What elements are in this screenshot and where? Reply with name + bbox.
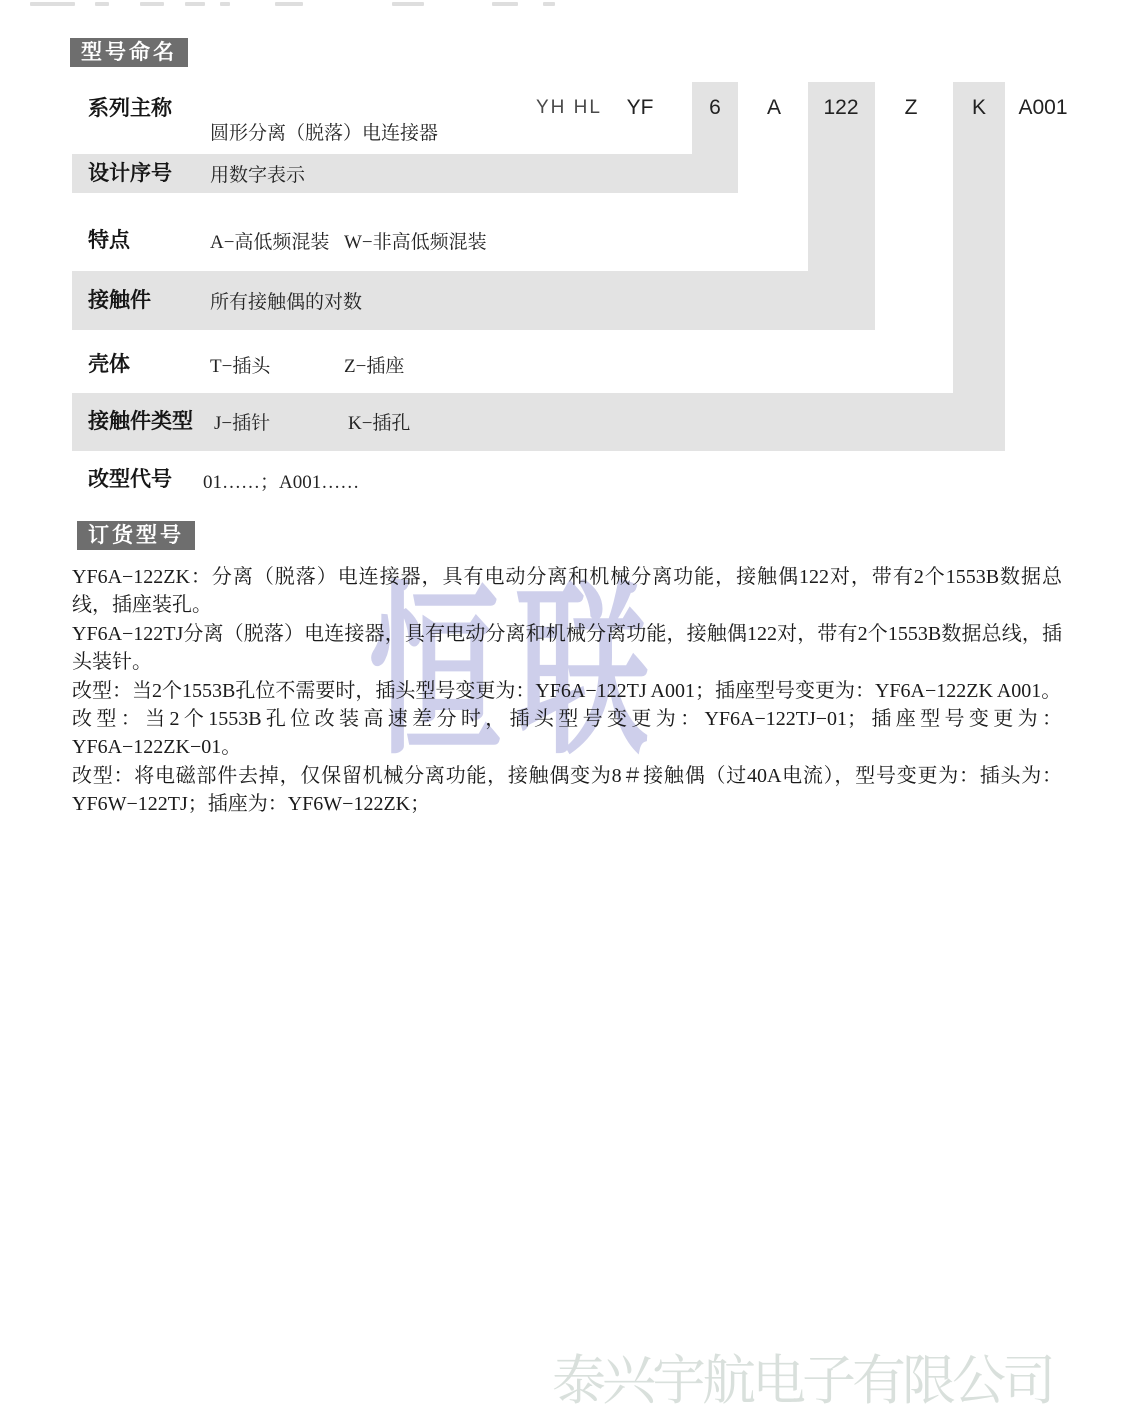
ordering-paragraph: YF6A−122ZK：分离（脱落）电连接器，具有电动分离和机械分离功能，接触偶122对，带有2个1553B数据总线，插座装孔。 (72, 566, 1062, 617)
row-value-shell-z: Z−插座 (344, 356, 405, 377)
ordering-paragraph: 改型：将电磁部件去掉，仅保留机械分离功能，接触偶变为8＃接触偶（过40A电流），型号变更为：插头为：YF6W−122TJ；插座为：YF6W−122ZK； (72, 764, 1062, 816)
model-code-segment-122: 122 (823, 96, 859, 119)
model-code-segment-a001: A001 (1018, 96, 1068, 119)
row-value-design-number: 用数字表示 (210, 165, 306, 186)
row-label-series-name: 系列主称 (88, 97, 172, 120)
model-code-segment-yf: YF (626, 96, 654, 119)
row-value-contact-type-j: J−插针 (214, 413, 271, 434)
row-value-contact-type-k: K−插孔 (348, 413, 411, 434)
footer-company-watermark: 泰兴宇航电子有限公司 (552, 1351, 1052, 1411)
ordering-paragraph: 改型：当2个1553B孔位不需要时，插头型号变更为：YF6A−122TJ A001；插座型号变更为：YF6A−122ZK A001。 (72, 679, 1062, 702)
row-value-feature-w: W−非高低频混装 (344, 232, 487, 253)
row-label-modification-code: 改型代号 (88, 468, 172, 491)
model-code-segment-6: 6 (709, 96, 721, 119)
ordering-description (72, 563, 1062, 819)
row-label-contact-type: 接触件类型 (88, 410, 193, 433)
row-label-shell: 壳体 (88, 353, 130, 376)
row-label-contacts: 接触件 (88, 289, 151, 312)
row-value-modification-code: 01……；A001…… (203, 472, 360, 493)
ordering-paragraph: YF6A−122TJ分离（脱落）电连接器，具有电动分离和机械分离功能，接触偶122对，带有2个1553B数据总线，插头装针。 (72, 622, 1062, 674)
row-bar-contacts (72, 271, 875, 330)
section-title-model-naming: 型号命名 (70, 38, 188, 67)
center-watermark: 恒联 (368, 572, 664, 777)
row-value-shell-t: T−插头 (210, 356, 271, 377)
model-code-segment-z: Z (904, 96, 918, 119)
section-title-ordering-model: 订货型号 (77, 521, 195, 550)
row-value-contacts: 所有接触偶的对数 (210, 292, 363, 313)
model-code-segment-a: A (766, 96, 782, 119)
row-bar-contact-type (72, 393, 1005, 451)
row-value-series-name: 圆形分离（脱落）电连接器 (210, 123, 439, 144)
model-code-segment-k: K (971, 96, 987, 119)
ordering-paragraph: 改型：当2个1553B孔位改装高速差分时，插头型号变更为：YF6A−122TJ−01；插座型号变更为：YF6A−122ZK−01。 (72, 708, 1062, 759)
row-label-feature: 特点 (88, 229, 130, 252)
row-value-feature-a: A−高低频混装 (210, 232, 330, 253)
row-label-design-number: 设计序号 (88, 162, 172, 185)
model-code-prefix: YH HL (536, 97, 602, 118)
